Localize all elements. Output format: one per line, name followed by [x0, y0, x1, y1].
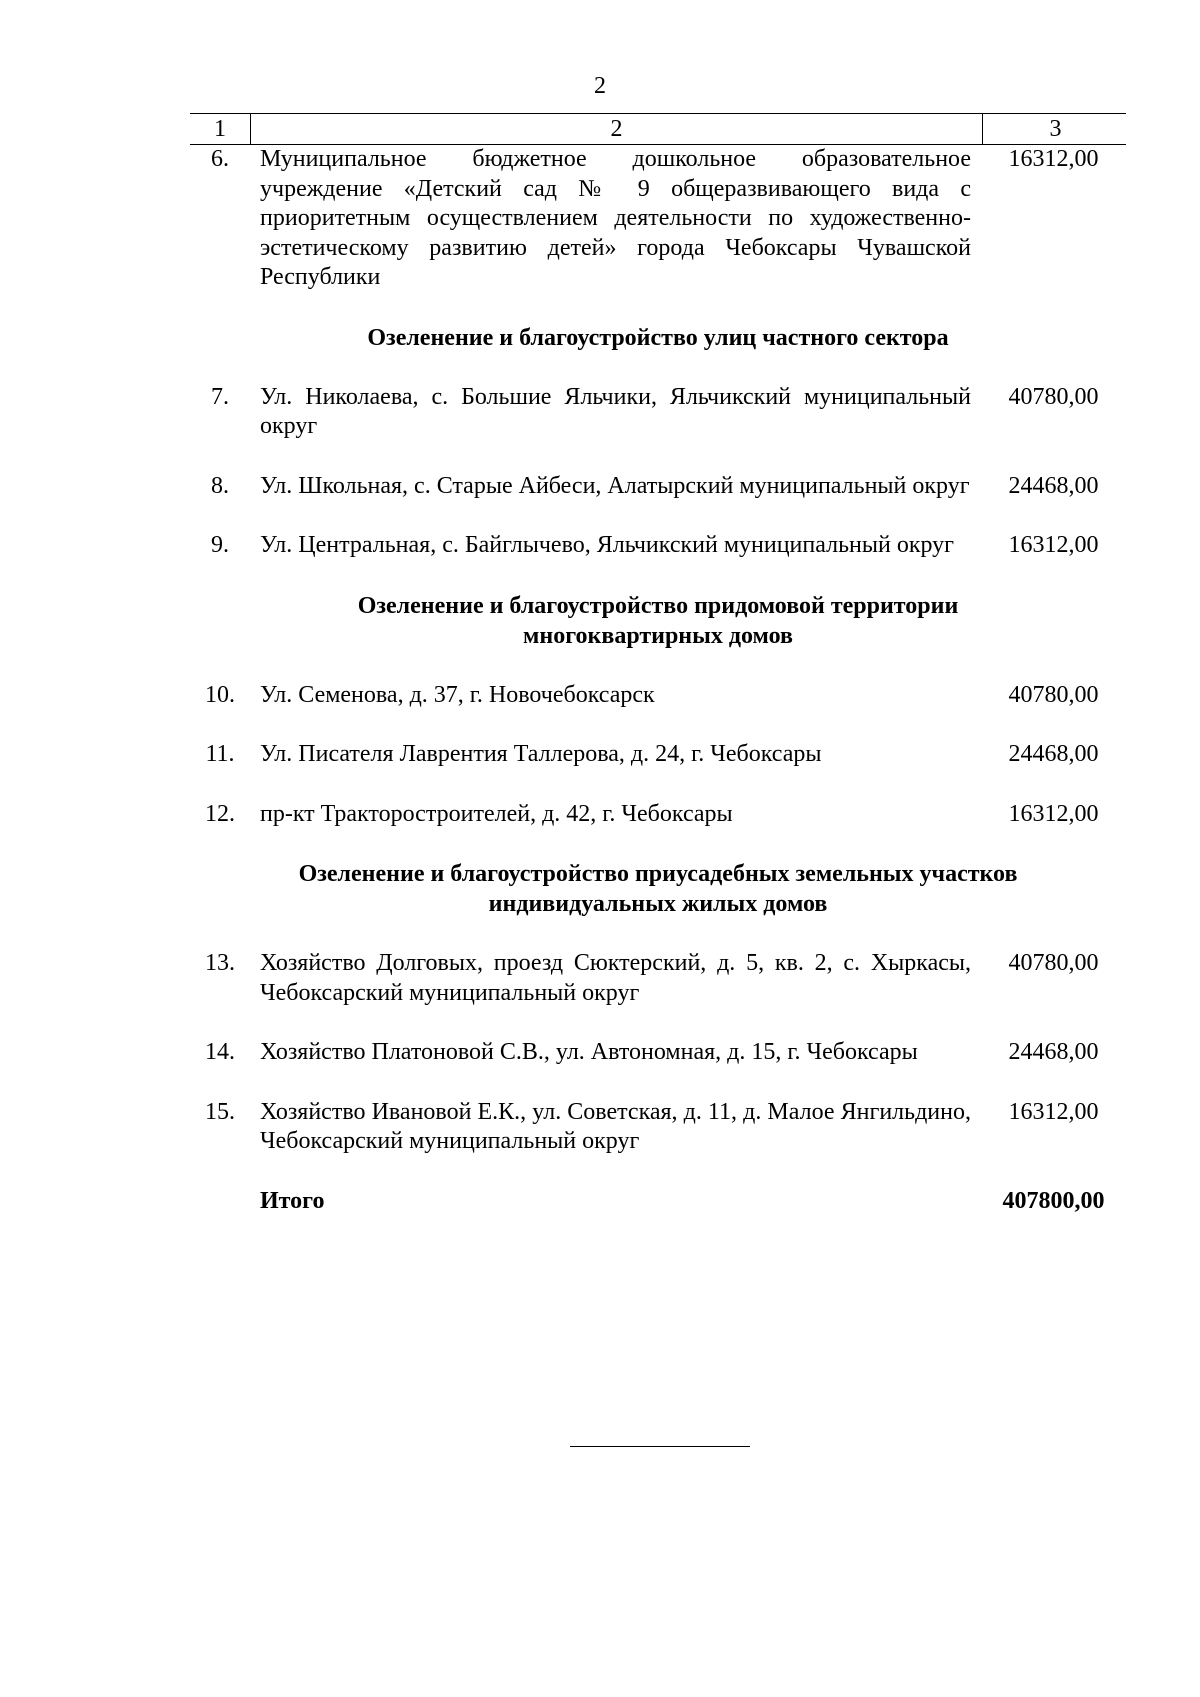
allocation-table [190, 113, 1126, 1216]
row-description: Ул. Николаева, с. Большие Яльчики, Яльчикский муниципальный округ [260, 383, 971, 439]
row-number: 8. [211, 472, 229, 499]
table-row [190, 681, 1126, 711]
header-col-2: 2 [250, 114, 983, 144]
row-description: Ул. Писателя Лаврентия Таллерова, д. 24, г. Чебоксары [260, 741, 822, 767]
row-amount: 40780,00 [1008, 681, 1099, 708]
row-description: Ул. Семенова, д. 37, г. Новочебоксарск [260, 681, 655, 708]
section-title: Озеленение и благоустройство улиц частного сектора [367, 324, 949, 351]
end-rule [570, 1446, 750, 1447]
row-number: 10. [205, 681, 235, 708]
row-amount: 24468,00 [1008, 472, 1099, 499]
row-number: 11. [205, 741, 235, 767]
row-amount: 16312,00 [1008, 1098, 1099, 1125]
section-heading [190, 323, 1126, 353]
row-amount: 16312,00 [1008, 146, 1099, 172]
section-heading [190, 591, 1126, 651]
total-amount: 407800,00 [1002, 1187, 1105, 1214]
row-amount: 24468,00 [1008, 741, 1099, 767]
row-number: 7. [211, 383, 229, 410]
row-description: Хозяйство Ивановой Е.К., ул. Советская, д. 11, д. Малое Янгильдино, Чебоксарский муниципальный округ [260, 1098, 971, 1154]
page-number: 2 [594, 73, 606, 99]
row-number: 13. [205, 950, 235, 976]
table-row [190, 800, 1126, 830]
header-col-3: 3 [1049, 116, 1062, 142]
total-spacer [190, 1187, 250, 1217]
row-number: 12. [205, 800, 235, 827]
header-col-1: 1 [214, 116, 226, 142]
row-amount: 40780,00 [1008, 383, 1099, 410]
row-amount: 24468,00 [1008, 1039, 1099, 1065]
table-row [190, 1038, 1126, 1068]
row-description: Хозяйство Платоновой С.В., ул. Автономная, д. 15, г. Чебоксары [260, 1039, 918, 1065]
row-description: Муниципальное бюджетное дошкольное образовательное учреждение «Детский сад № 9 общеразвивающего вида с приоритетным осуществлением деятельности по художественно-эстетическому развитию детей» города Чебоксары Чувашской Республики [260, 146, 971, 290]
table-row [190, 145, 1126, 293]
row-number: 9. [211, 532, 229, 558]
row-number: 15. [205, 1098, 235, 1125]
row-amount: 16312,00 [1008, 800, 1099, 827]
total-row [190, 1187, 1126, 1217]
table-header [190, 113, 1126, 145]
row-amount: 16312,00 [1008, 532, 1099, 558]
table-row [190, 531, 1126, 561]
table-row [190, 949, 1126, 1008]
row-amount: 40780,00 [1008, 950, 1099, 976]
row-number: 6. [211, 146, 229, 172]
row-description: Ул. Школьная, с. Старые Айбеси, Алатырский муниципальный округ [260, 472, 970, 499]
table-row [190, 383, 1126, 442]
section-heading [190, 859, 1126, 919]
row-description: Ул. Центральная, с. Байглычево, Яльчикский муниципальный округ [260, 532, 955, 558]
row-description: пр-кт Тракторостроителей, д. 42, г. Чебоксары [260, 800, 733, 827]
row-description: Хозяйство Долговых, проезд Сюктерский, д. 5, кв. 2, с. Хыркасы, Чебоксарский муниципальный округ [260, 950, 971, 1006]
table-row [190, 472, 1126, 502]
row-number: 14. [205, 1039, 235, 1065]
table-row [190, 1098, 1126, 1157]
total-label: Итого [260, 1187, 325, 1214]
section-title: Озеленение и благоустройство приусадебных земельных участков индивидуальных жилых домов [298, 861, 1018, 917]
table-row [190, 740, 1126, 770]
section-title: Озеленение и благоустройство придомовой территории многоквартирных домов [357, 592, 959, 649]
